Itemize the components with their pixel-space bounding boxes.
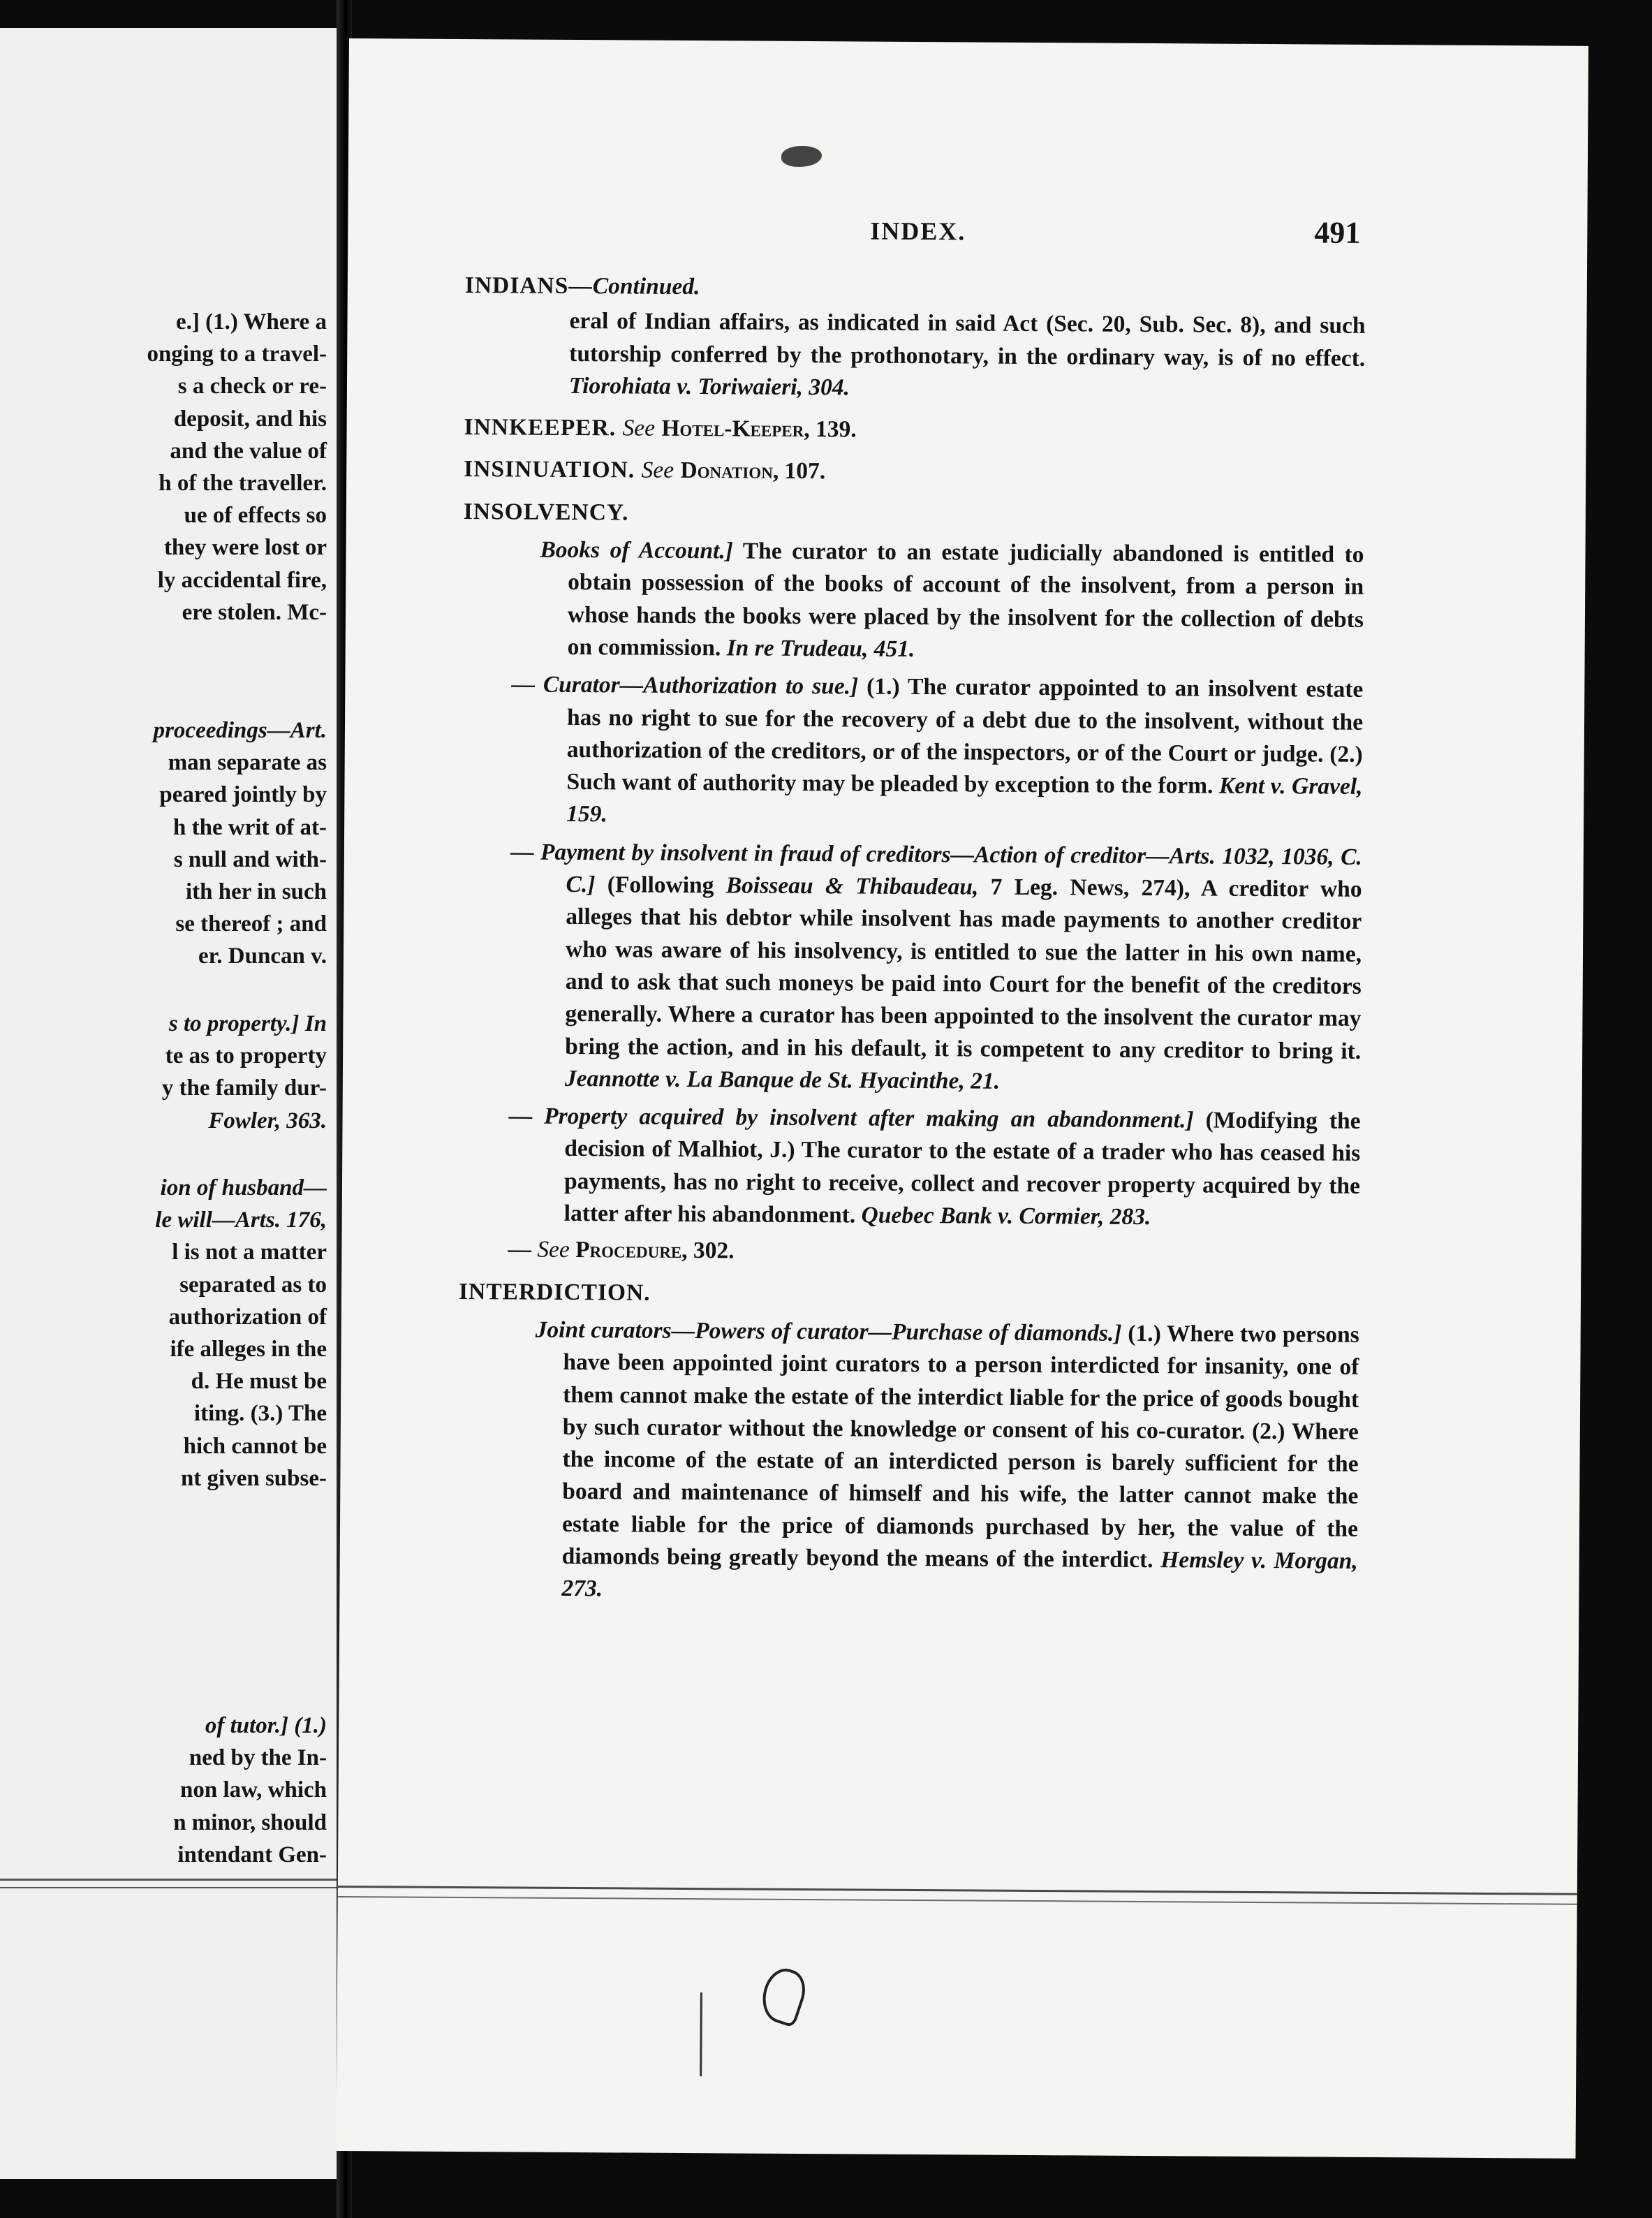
left-page-line: h of the traveller. [158, 471, 327, 496]
entry-payment-fraud [510, 837, 1362, 1100]
running-title: INDEX. [870, 216, 966, 246]
left-page-line: er. Duncan v. [198, 943, 327, 969]
heading-text: INNKEEPER. [464, 414, 617, 441]
case-citation: Hemsley v. Morgan, 273. [561, 1547, 1358, 1602]
case-citation: In re Trudeau, 451. [726, 635, 915, 662]
left-page-line: se thereof ; and [175, 911, 327, 937]
heading-text: INDIANS— [464, 272, 593, 300]
see-procedure [508, 1234, 1359, 1272]
left-page-line: authorization of [168, 1304, 327, 1330]
index-page [337, 38, 1588, 2159]
continued-label: Continued. [592, 273, 700, 300]
heading-indians [465, 270, 1366, 307]
see-label: See [537, 1236, 570, 1263]
footer-rule [338, 1886, 1577, 1895]
left-page-line: nt given subse- [180, 1465, 327, 1491]
left-page-line: ith her in such [185, 879, 327, 904]
left-facing-page [0, 28, 337, 2179]
entry-text: 7 Leg. News, 274), A creditor who alleges that his debtor while insolvent has made payments to another creditor who was aware of his insolvency, is entitled to sue the latter in his own name, and to ask that such moneys be paid into Court for the benefit of the creditors generally. Where a curator has been appointed to the insolvent the curator may bring the action, and in his default, it is competent to any creditor to bring it. [565, 874, 1362, 1064]
left-page-line: l is not a matter [172, 1240, 327, 1265]
left-page-line: ife alleges in the [170, 1337, 327, 1362]
entry-title: Joint curators—Powers of curator—Purchase of diamonds.] [535, 1316, 1122, 1346]
heading-interdiction [459, 1276, 1359, 1314]
left-page-line: te as to property [165, 1043, 327, 1069]
left-page-line: y the family dur- [161, 1075, 327, 1101]
entry-joint-curators [535, 1314, 1359, 1610]
heading-innkeeper [464, 411, 1364, 449]
index-body [457, 270, 1366, 1610]
entry-text: The curator to an estate judicially abandoned is entitled to obtain possession of the books of account of the insolvent, from a person in whose hands the books were placed by the insolvent for the collection of debts on commission. [567, 538, 1364, 661]
ink-scribble [755, 1964, 811, 2028]
dash-mark: — [510, 839, 534, 865]
entry-title: Books of Account.] [540, 536, 733, 564]
left-page-line: peared jointly by [159, 782, 327, 808]
cross-reference: Procedure, 302. [575, 1237, 735, 1264]
ink-blot [781, 146, 822, 167]
left-page-line: proceedings—Art. [153, 718, 327, 743]
left-page-line: onging to a travel- [147, 341, 327, 367]
dash-mark: — [511, 671, 535, 698]
entry-property-acquired [508, 1101, 1361, 1235]
case-citation: Tiorohiata v. Toriwaieri, 304. [568, 372, 850, 401]
entry-curator-authorization [511, 669, 1364, 835]
footer-rule-2 [338, 1896, 1577, 1905]
heading-text: INSINUATION. [464, 456, 635, 483]
heading-text: INTERDICTION. [458, 1278, 651, 1306]
left-footer-rule-2 [0, 1887, 337, 1888]
heading-text: INSOLVENCY. [463, 498, 629, 526]
cross-reference: Donation, 107. [680, 457, 826, 485]
entry-text: (1.) The curator appointed to an insolvent estate has no right to sue for the recovery of a debt due to the insolvent, without the authorization of the creditors, or of the inspectors, or of the Court or judge. (2.) Such want of authority may be pleaded by exception to the form. [566, 673, 1364, 799]
pencil-mark [700, 1992, 702, 2076]
left-page-line: deposit, and his [173, 406, 327, 432]
entry-title: Curator—Authorization to sue.] [543, 671, 859, 700]
case-reference: Boisseau & Thibaudeau, [725, 872, 979, 900]
heading-insinuation [464, 453, 1364, 491]
cross-reference: Hotel-Keeper, 139. [661, 415, 857, 443]
see-label: See [641, 457, 674, 484]
case-citation: Quebec Bank v. Cormier, 283. [861, 1202, 1151, 1231]
left-page-line: d. He must be [191, 1369, 327, 1395]
left-page-line: ion of husband— [160, 1175, 327, 1200]
left-page-line: s a check or re- [177, 374, 327, 399]
left-page-line: s to property.] In [168, 1011, 327, 1036]
see-label: See [622, 415, 656, 441]
entry-title: Property acquired by insolvent after making an abandonment.] [544, 1103, 1194, 1133]
left-page-line: ue of effects so [184, 503, 327, 529]
entry-title: Payment by insolvent in fraud of creditors—Action of creditor—Arts. 1032, 1036, C. C.] [540, 839, 1362, 898]
entry-indians-continued [569, 305, 1366, 407]
left-page-line: h the writ of at- [173, 814, 327, 840]
left-page-line: iting. (3.) The [193, 1401, 327, 1427]
left-page-line: they were lost or [163, 535, 327, 561]
left-page-line: non law, which [180, 1777, 327, 1803]
entry-text: (Modifying the decision of Malhiot, J.) The curator to the estate of a trader who has ceased his payments, has no right to receive, collect and recover property acquired by the latter after his abandonment. [563, 1107, 1361, 1228]
left-page-line: le will—Arts. 176, [155, 1207, 327, 1233]
case-citation: Kent v. Gravel, 159. [566, 772, 1363, 828]
left-page-line: ere stolen. Mc- [182, 599, 327, 625]
left-page-line: separated as to [179, 1272, 327, 1298]
entry-text: (1.) Where two persons have been appointed joint curators to a person interdicted for insanity, one of them cannot make the estate of the interdict liable for the price of goods bought by such curator without the knowledge or consent of his co-curator. (2.) Where the income of the estate of an interdicted person is barely sufficient for the board and maintenance of himself and his wife, the latter cannot make the estate liable for the price of diamonds purchased by her, the value of the diamonds being greatly beyond the means of the interdict. [561, 1320, 1359, 1573]
page-number: 491 [1314, 215, 1361, 250]
left-page-line: Fowler, 363. [208, 1108, 327, 1133]
dash-mark: — [508, 1103, 533, 1129]
left-page-line: ly accidental fire, [157, 567, 327, 593]
left-page-line: man separate as [168, 750, 327, 776]
left-page-line: ned by the In- [189, 1745, 327, 1771]
left-page-line: hich cannot be [183, 1433, 327, 1459]
entry-books-of-account [540, 534, 1364, 668]
left-page-line: and the value of [170, 438, 327, 464]
entry-text: eral of Indian affairs, as indicated in said Act (Sec. 20, Sub. Sec. 8), and such tutorship conferred by the prothonotary, in the ordinary way, is of no effect. [569, 308, 1366, 372]
heading-insolvency [464, 496, 1364, 534]
case-citation: Jeannotte v. La Banque de St. Hyacinthe, 21. [564, 1065, 1001, 1094]
left-page-line: e.] (1.) Where a [176, 309, 327, 335]
dash-mark: — [508, 1236, 532, 1263]
left-page-line: of tutor.] (1.) [205, 1713, 327, 1738]
left-page-line: n minor, should [173, 1809, 327, 1835]
left-page-line: s null and with- [173, 846, 327, 872]
entry-text: (Following [607, 872, 714, 899]
page-header [348, 213, 1587, 263]
left-page-line: intendant Gen- [177, 1842, 327, 1867]
left-footer-rule [0, 1879, 337, 1881]
